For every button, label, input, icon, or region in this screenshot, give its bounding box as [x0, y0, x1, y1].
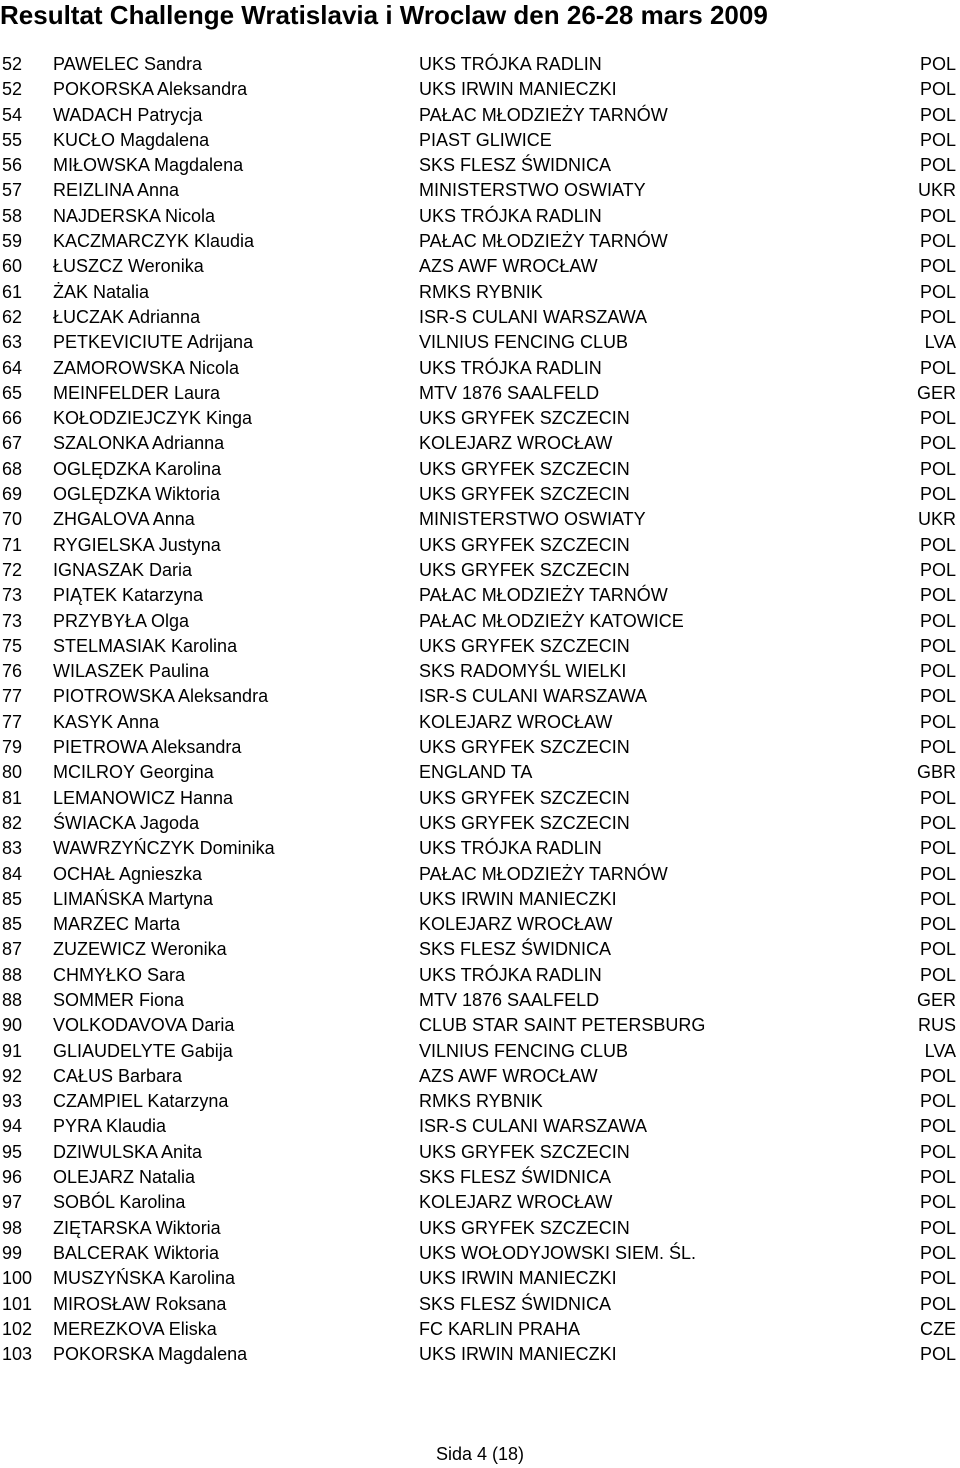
- result-row: [0, 1114, 960, 1139]
- club-cell: SKS FLESZ ŚWIDNICA: [419, 939, 612, 960]
- place-cell: 52: [2, 79, 23, 100]
- result-row: [0, 1064, 960, 1089]
- club-cell: ENGLAND TA: [419, 762, 533, 783]
- nationality-cell: POL: [919, 635, 956, 656]
- club-cell: PAŁAC MŁODZIEŻY TARNÓW: [419, 585, 668, 606]
- fencer-name-cell: MEINFELDER Laura: [53, 382, 221, 403]
- place-cell: 64: [2, 357, 23, 378]
- nationality-cell: POL: [919, 231, 956, 252]
- fencer-name-cell: ZIĘTARSKA Wiktoria: [53, 1217, 221, 1238]
- result-row: [0, 178, 960, 203]
- club-cell: UKS GRYFEK SZCZECIN: [419, 534, 630, 555]
- fencer-name-cell: MIROSŁAW Roksana: [53, 1293, 227, 1314]
- club-cell: UKS GRYFEK SZCZECIN: [419, 787, 630, 808]
- result-row: [0, 558, 960, 583]
- club-cell: UKS IRWIN MANIECZKI: [419, 79, 617, 100]
- place-cell: 65: [2, 382, 23, 403]
- result-row: [0, 1241, 960, 1266]
- result-row: [0, 760, 960, 785]
- club-cell: UKS GRYFEK SZCZECIN: [419, 458, 630, 479]
- nationality-cell: POL: [919, 838, 956, 859]
- fencer-name-cell: VOLKODAVOVA Daria: [53, 1015, 235, 1036]
- fencer-name-cell: GLIAUDELYTE Gabija: [53, 1040, 233, 1061]
- club-cell: KOLEJARZ WROCŁAW: [419, 711, 613, 732]
- place-cell: 80: [2, 762, 23, 783]
- result-row: [0, 1342, 960, 1367]
- place-cell: 88: [2, 989, 23, 1010]
- place-cell: 72: [2, 559, 23, 580]
- place-cell: 73: [2, 610, 23, 631]
- fencer-name-cell: ŚWIACKA Jagoda: [53, 812, 200, 833]
- result-row: [0, 609, 960, 634]
- nationality-cell: POL: [919, 306, 956, 327]
- fencer-name-cell: REIZLINA Anna: [53, 180, 180, 201]
- fencer-name-cell: MARZEC Marta: [53, 914, 181, 935]
- place-cell: 102: [2, 1318, 33, 1339]
- club-cell: PAŁAC MŁODZIEŻY TARNÓW: [419, 104, 668, 125]
- fencer-name-cell: CZAMPIEL Katarzyna: [53, 1091, 229, 1112]
- nationality-cell: POL: [919, 1091, 956, 1112]
- place-cell: 93: [2, 1091, 23, 1112]
- place-cell: 79: [2, 737, 23, 758]
- fencer-name-cell: SZALONKA Adrianna: [53, 433, 225, 454]
- nationality-cell: POL: [919, 964, 956, 985]
- fencer-name-cell: BALCERAK Wiktoria: [53, 1242, 220, 1263]
- place-cell: 95: [2, 1141, 23, 1162]
- nationality-cell: POL: [919, 1065, 956, 1086]
- nationality-cell: POL: [919, 1344, 956, 1365]
- nationality-cell: GER: [916, 989, 956, 1010]
- club-cell: ISR-S CULANI WARSZAWA: [419, 306, 648, 327]
- club-cell: KOLEJARZ WROCŁAW: [419, 433, 613, 454]
- club-cell: VILNIUS FENCING CLUB: [419, 1040, 629, 1061]
- fencer-name-cell: MEREZKOVA Eliska: [53, 1318, 217, 1339]
- fencer-name-cell: MIŁOWSKA Magdalena: [53, 155, 244, 176]
- place-cell: 77: [2, 711, 23, 732]
- fencer-name-cell: SOMMER Fiona: [53, 989, 185, 1010]
- result-row: [0, 431, 960, 456]
- place-cell: 100: [2, 1268, 33, 1289]
- result-row: [0, 710, 960, 735]
- club-cell: UKS GRYFEK SZCZECIN: [419, 408, 630, 429]
- place-cell: 60: [2, 256, 23, 277]
- club-cell: UKS GRYFEK SZCZECIN: [419, 1141, 630, 1162]
- club-cell: UKS TRÓJKA RADLIN: [419, 838, 602, 859]
- nationality-cell: GBR: [916, 762, 956, 783]
- result-row: [0, 406, 960, 431]
- fencer-name-cell: PYRA Klaudia: [53, 1116, 167, 1137]
- result-row: [0, 735, 960, 760]
- nationality-cell: POL: [919, 559, 956, 580]
- nationality-cell: POL: [919, 433, 956, 454]
- place-cell: 70: [2, 509, 23, 530]
- result-row: [0, 811, 960, 836]
- place-cell: 97: [2, 1192, 23, 1213]
- club-cell: MTV 1876 SAALFELD: [419, 989, 600, 1010]
- nationality-cell: POL: [919, 534, 956, 555]
- place-cell: 101: [2, 1293, 33, 1314]
- nationality-cell: POL: [919, 1192, 956, 1213]
- result-row: [0, 887, 960, 912]
- nationality-cell: POL: [919, 1167, 956, 1188]
- fencer-name-cell: PETKEVICIUTE Adrijana: [53, 332, 254, 353]
- club-cell: PAŁAC MŁODZIEŻY KATOWICE: [419, 610, 684, 631]
- nationality-cell: POL: [919, 711, 956, 732]
- nationality-cell: POL: [919, 79, 956, 100]
- nationality-cell: LVA: [924, 332, 956, 353]
- result-row: [0, 1089, 960, 1114]
- club-cell: PIAST GLIWICE: [419, 129, 552, 150]
- result-row: [0, 204, 960, 229]
- result-row: [0, 583, 960, 608]
- place-cell: 63: [2, 332, 23, 353]
- nationality-cell: POL: [919, 1293, 956, 1314]
- nationality-cell: POL: [919, 54, 956, 74]
- result-row: [0, 1165, 960, 1190]
- result-row: [0, 280, 960, 305]
- result-row: [0, 533, 960, 558]
- fencer-name-cell: ŻAK Natalia: [53, 281, 150, 302]
- nationality-cell: POL: [919, 484, 956, 505]
- fencer-name-cell: WAWRZYŃCZYK Dominika: [53, 838, 275, 859]
- nationality-cell: POL: [919, 737, 956, 758]
- result-row: [0, 507, 960, 532]
- nationality-cell: UKR: [917, 509, 956, 530]
- place-cell: 82: [2, 812, 23, 833]
- place-cell: 56: [2, 155, 23, 176]
- nationality-cell: POL: [919, 155, 956, 176]
- fencer-name-cell: LIMAŃSKA Martyna: [53, 888, 214, 909]
- result-row: [0, 862, 960, 887]
- fencer-name-cell: PIOTROWSKA Aleksandra: [53, 686, 269, 707]
- nationality-cell: POL: [919, 585, 956, 606]
- result-row: [0, 1292, 960, 1317]
- club-cell: UKS GRYFEK SZCZECIN: [419, 559, 630, 580]
- nationality-cell: POL: [919, 787, 956, 808]
- club-cell: UKS GRYFEK SZCZECIN: [419, 635, 630, 656]
- fencer-name-cell: NAJDERSKA Nicola: [53, 205, 216, 226]
- place-cell: 55: [2, 129, 23, 150]
- result-row: [0, 330, 960, 355]
- result-row: [0, 1190, 960, 1215]
- result-row: [0, 153, 960, 178]
- club-cell: UKS WOŁODYJOWSKI SIEM. ŚL.: [419, 1242, 697, 1263]
- nationality-cell: UKR: [917, 180, 956, 201]
- fencer-name-cell: SOBÓL Karolina: [53, 1192, 186, 1213]
- place-cell: 71: [2, 534, 23, 555]
- nationality-cell: POL: [919, 256, 956, 277]
- nationality-cell: POL: [919, 661, 956, 682]
- nationality-cell: RUS: [917, 1015, 956, 1036]
- result-row: [0, 381, 960, 406]
- nationality-cell: POL: [919, 939, 956, 960]
- nationality-cell: POL: [919, 1141, 956, 1162]
- place-cell: 57: [2, 180, 23, 201]
- fencer-name-cell: CHMYŁKO Sara: [53, 964, 186, 985]
- club-cell: MINISTERSTWO OSWIATY: [419, 509, 646, 530]
- club-cell: UKS GRYFEK SZCZECIN: [419, 484, 630, 505]
- fencer-name-cell: RYGIELSKA Justyna: [53, 534, 221, 555]
- club-cell: UKS TRÓJKA RADLIN: [419, 357, 602, 378]
- place-cell: 96: [2, 1167, 23, 1188]
- club-cell: FC KARLIN PRAHA: [419, 1318, 581, 1339]
- place-cell: 103: [2, 1344, 33, 1365]
- place-cell: 52: [2, 54, 23, 74]
- fencer-name-cell: PAWELEC Sandra: [53, 54, 203, 74]
- fencer-name-cell: MUSZYŃSKA Karolina: [53, 1268, 236, 1289]
- fencer-name-cell: ZHGALOVA Anna: [53, 509, 195, 530]
- club-cell: SKS FLESZ ŚWIDNICA: [419, 1167, 612, 1188]
- fencer-name-cell: ŁUSZCZ Weronika: [53, 256, 204, 277]
- club-cell: UKS IRWIN MANIECZKI: [419, 1344, 617, 1365]
- result-row: [0, 786, 960, 811]
- fencer-name-cell: KASYK Anna: [53, 711, 160, 732]
- result-row: [0, 1266, 960, 1291]
- place-cell: 75: [2, 635, 23, 656]
- nationality-cell: POL: [919, 1217, 956, 1238]
- nationality-cell: POL: [919, 1242, 956, 1263]
- place-cell: 61: [2, 281, 23, 302]
- result-row: [0, 659, 960, 684]
- place-cell: 59: [2, 231, 23, 252]
- result-row: [0, 229, 960, 254]
- place-cell: 69: [2, 484, 23, 505]
- nationality-cell: POL: [919, 610, 956, 631]
- place-cell: 77: [2, 686, 23, 707]
- fencer-name-cell: WILASZEK Paulina: [53, 661, 210, 682]
- result-row: [0, 128, 960, 153]
- club-cell: UKS TRÓJKA RADLIN: [419, 54, 602, 74]
- result-row: [0, 356, 960, 381]
- fencer-name-cell: ZAMOROWSKA Nicola: [53, 357, 240, 378]
- place-cell: 66: [2, 408, 23, 429]
- result-row: [0, 1039, 960, 1064]
- result-row: [0, 305, 960, 330]
- place-cell: 88: [2, 964, 23, 985]
- club-cell: RMKS RYBNIK: [419, 1091, 543, 1112]
- place-cell: 94: [2, 1116, 23, 1137]
- club-cell: MINISTERSTWO OSWIATY: [419, 180, 646, 201]
- fencer-name-cell: PIETROWA Aleksandra: [53, 737, 242, 758]
- place-cell: 62: [2, 306, 23, 327]
- result-row: [0, 912, 960, 937]
- fencer-name-cell: ZUZEWICZ Weronika: [53, 939, 227, 960]
- place-cell: 84: [2, 863, 23, 884]
- club-cell: UKS IRWIN MANIECZKI: [419, 1268, 617, 1289]
- result-row: [0, 1317, 960, 1342]
- club-cell: SKS FLESZ ŚWIDNICA: [419, 155, 612, 176]
- place-cell: 85: [2, 888, 23, 909]
- results-list: [0, 52, 960, 1367]
- club-cell: UKS GRYFEK SZCZECIN: [419, 737, 630, 758]
- club-cell: SKS RADOMYŚL WIELKI: [419, 661, 627, 682]
- nationality-cell: POL: [919, 686, 956, 707]
- fencer-name-cell: WADACH Patrycja: [53, 104, 203, 125]
- result-row: [0, 988, 960, 1013]
- place-cell: 81: [2, 787, 23, 808]
- club-cell: UKS TRÓJKA RADLIN: [419, 964, 602, 985]
- place-cell: 67: [2, 433, 23, 454]
- fencer-name-cell: IGNASZAK Daria: [53, 559, 193, 580]
- place-cell: 92: [2, 1065, 23, 1086]
- nationality-cell: GER: [916, 382, 956, 403]
- club-cell: CLUB STAR SAINT PETERSBURG: [419, 1015, 706, 1036]
- club-cell: KOLEJARZ WROCŁAW: [419, 1192, 613, 1213]
- result-row: [0, 1013, 960, 1038]
- place-cell: 91: [2, 1040, 23, 1061]
- nationality-cell: CZE: [920, 1318, 956, 1339]
- place-cell: 58: [2, 205, 23, 226]
- club-cell: UKS TRÓJKA RADLIN: [419, 205, 602, 226]
- fencer-name-cell: PRZYBYŁA Olga: [53, 610, 190, 631]
- nationality-cell: POL: [919, 104, 956, 125]
- result-row: [0, 482, 960, 507]
- club-cell: UKS GRYFEK SZCZECIN: [419, 1217, 630, 1238]
- fencer-name-cell: MCILROY Georgina: [53, 762, 214, 783]
- result-row: [0, 457, 960, 482]
- club-cell: RMKS RYBNIK: [419, 281, 543, 302]
- nationality-cell: POL: [919, 281, 956, 302]
- fencer-name-cell: LEMANOWICZ Hanna: [53, 787, 234, 808]
- fencer-name-cell: CAŁUS Barbara: [53, 1065, 183, 1086]
- club-cell: SKS FLESZ ŚWIDNICA: [419, 1293, 612, 1314]
- nationality-cell: POL: [919, 205, 956, 226]
- place-cell: 68: [2, 458, 23, 479]
- result-row: [0, 634, 960, 659]
- fencer-name-cell: OCHAŁ Agnieszka: [53, 863, 203, 884]
- result-row: [0, 52, 960, 77]
- club-cell: ISR-S CULANI WARSZAWA: [419, 1116, 648, 1137]
- fencer-name-cell: ŁUCZAK Adrianna: [53, 306, 201, 327]
- club-cell: UKS IRWIN MANIECZKI: [419, 888, 617, 909]
- place-cell: 87: [2, 939, 23, 960]
- club-cell: VILNIUS FENCING CLUB: [419, 332, 629, 353]
- nationality-cell: POL: [919, 1268, 956, 1289]
- place-cell: 73: [2, 585, 23, 606]
- fencer-name-cell: OGLĘDZKA Wiktoria: [53, 484, 221, 505]
- place-cell: 83: [2, 838, 23, 859]
- place-cell: 54: [2, 104, 23, 125]
- nationality-cell: POL: [919, 129, 956, 150]
- nationality-cell: POL: [919, 458, 956, 479]
- club-cell: MTV 1876 SAALFELD: [419, 382, 600, 403]
- page-title: Resultat Challenge Wratislavia i Wroclaw den 26-28 mars 2009: [0, 0, 768, 30]
- result-row: [0, 1140, 960, 1165]
- page-number: Sida 4 (18): [435, 1444, 525, 1464]
- club-cell: PAŁAC MŁODZIEŻY TARNÓW: [419, 231, 668, 252]
- result-row: [0, 1216, 960, 1241]
- place-cell: 98: [2, 1217, 23, 1238]
- result-row: [0, 254, 960, 279]
- place-cell: 76: [2, 661, 23, 682]
- club-cell: ISR-S CULANI WARSZAWA: [419, 686, 648, 707]
- fencer-name-cell: POKORSKA Aleksandra: [53, 79, 248, 100]
- result-row: [0, 77, 960, 102]
- nationality-cell: POL: [919, 863, 956, 884]
- fencer-name-cell: OGLĘDZKA Karolina: [53, 458, 222, 479]
- fencer-name-cell: DZIWULSKA Anita: [53, 1141, 203, 1162]
- fencer-name-cell: KUCŁO Magdalena: [53, 129, 210, 150]
- fencer-name-cell: OLEJARZ Natalia: [53, 1167, 196, 1188]
- nationality-cell: LVA: [924, 1040, 956, 1061]
- fencer-name-cell: PIĄTEK Katarzyna: [53, 585, 204, 606]
- fencer-name-cell: KACZMARCZYK Klaudia: [53, 231, 255, 252]
- nationality-cell: POL: [919, 408, 956, 429]
- place-cell: 90: [2, 1015, 23, 1036]
- club-cell: KOLEJARZ WROCŁAW: [419, 914, 613, 935]
- result-row: [0, 836, 960, 861]
- club-cell: AZS AWF WROCŁAW: [419, 256, 598, 277]
- fencer-name-cell: POKORSKA Magdalena: [53, 1344, 248, 1365]
- result-row: [0, 684, 960, 709]
- place-cell: 99: [2, 1242, 23, 1263]
- nationality-cell: POL: [919, 914, 956, 935]
- fencer-name-cell: KOŁODZIEJCZYK Kinga: [53, 408, 253, 429]
- nationality-cell: POL: [919, 1116, 956, 1137]
- club-cell: UKS GRYFEK SZCZECIN: [419, 812, 630, 833]
- nationality-cell: POL: [919, 888, 956, 909]
- result-row: [0, 937, 960, 962]
- fencer-name-cell: STELMASIAK Karolina: [53, 635, 238, 656]
- result-row: [0, 963, 960, 988]
- result-row: [0, 103, 960, 128]
- club-cell: AZS AWF WROCŁAW: [419, 1065, 598, 1086]
- nationality-cell: POL: [919, 357, 956, 378]
- place-cell: 85: [2, 914, 23, 935]
- nationality-cell: POL: [919, 812, 956, 833]
- club-cell: PAŁAC MŁODZIEŻY TARNÓW: [419, 863, 668, 884]
